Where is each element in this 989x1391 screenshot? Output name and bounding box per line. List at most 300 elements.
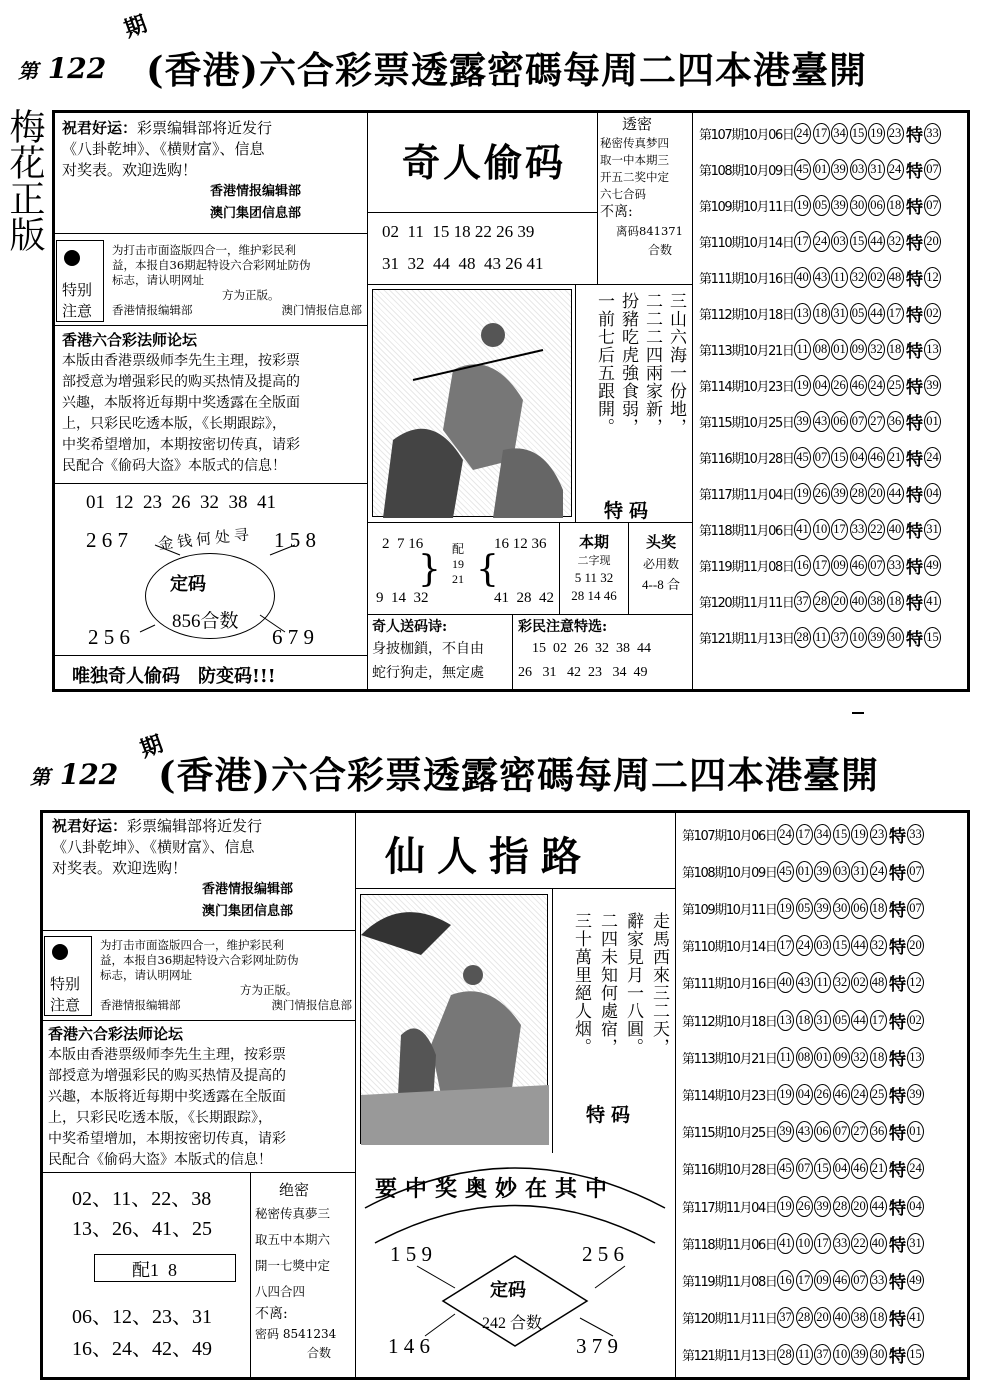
pair-left-top: 2 7 16 bbox=[382, 536, 424, 552]
special-number-ball: 24 bbox=[907, 1158, 924, 1179]
notice-line: 为打击市面盗版四合一，维护彩民利 bbox=[112, 243, 296, 257]
number-ball: 25 bbox=[887, 375, 904, 396]
number-ball: 20 bbox=[851, 1196, 868, 1217]
pei-num: 19 bbox=[452, 557, 464, 571]
number-ball: 32 bbox=[887, 231, 904, 252]
history-row-label: 第107期10月06日 bbox=[682, 828, 777, 844]
notice-text bbox=[112, 243, 362, 318]
divider bbox=[367, 212, 597, 213]
number-ball: 09 bbox=[814, 1270, 831, 1291]
number-ball: 32 bbox=[833, 972, 850, 993]
number-ball: 48 bbox=[887, 267, 904, 288]
number-ball: 04 bbox=[850, 447, 867, 468]
secret-lima: 离码841371 bbox=[616, 224, 683, 238]
history-row bbox=[695, 583, 967, 619]
divider bbox=[40, 1020, 355, 1021]
number-ball: 39 bbox=[831, 159, 848, 180]
benqi-line: 5 11 32 bbox=[574, 570, 614, 585]
secret-heshu: 合数 bbox=[307, 1346, 332, 1360]
secret-line: 秘密传真梦四 bbox=[600, 136, 669, 150]
special-number-ball: 01 bbox=[907, 1121, 924, 1142]
history-row bbox=[678, 1262, 968, 1298]
history-row-label: 第110期10月14日 bbox=[682, 940, 777, 956]
number-ball: 19 bbox=[794, 483, 811, 504]
special-label: 特 bbox=[889, 1049, 906, 1070]
forum-line: 部授意为增强彩民的购买热情及提高的 bbox=[48, 1068, 286, 1084]
number-ball: 24 bbox=[851, 1084, 868, 1105]
number-ball: 15 bbox=[831, 447, 848, 468]
history-row-label: 第116期10月28日 bbox=[682, 1163, 777, 1179]
number-ball: 44 bbox=[851, 1010, 868, 1031]
number-ball: 28 bbox=[796, 1307, 813, 1328]
poem-top bbox=[583, 292, 687, 472]
number-ball: 26 bbox=[796, 1196, 813, 1217]
number-ball: 18 bbox=[887, 339, 904, 360]
special-label: 特 bbox=[906, 197, 923, 218]
tema-label-top: 特码 bbox=[604, 500, 655, 522]
number-ball: 46 bbox=[850, 555, 867, 576]
special-number-ball: 04 bbox=[907, 1196, 924, 1217]
special-label: 特 bbox=[889, 1012, 906, 1033]
bomb-icon bbox=[64, 250, 80, 266]
benqi-sub: 二字现 bbox=[577, 554, 611, 567]
col-divider bbox=[575, 284, 576, 522]
notice-line: 为打击市面盗版四合一，维护彩民利 bbox=[100, 938, 284, 952]
special-label: 特 bbox=[906, 485, 923, 506]
number-ball: 34 bbox=[814, 824, 831, 845]
number-ball: 43 bbox=[796, 972, 813, 993]
history-row-label: 第111期10月16日 bbox=[699, 271, 794, 287]
secret-line: 秘密传真夢三 bbox=[255, 1206, 331, 1221]
history-row-label: 第108期10月09日 bbox=[699, 163, 794, 179]
page-banner-bottom: (香港)六合彩票透露密碼每周二四本港臺開 bbox=[158, 753, 880, 797]
number-ball: 11 bbox=[796, 1344, 813, 1365]
special-label: 特 bbox=[889, 826, 906, 847]
forum-line: 兴趣，本版将近每期中奖透露在全版面 bbox=[48, 1089, 286, 1105]
pair-right-top: 16 12 36 bbox=[494, 536, 547, 552]
number-ball: 46 bbox=[850, 375, 867, 396]
special-number-ball: 12 bbox=[907, 972, 924, 993]
number-ball: 40 bbox=[870, 1233, 887, 1254]
number-ball: 39 bbox=[777, 1121, 794, 1142]
history-row-label: 第113期10月21日 bbox=[682, 1051, 777, 1067]
greeting-line: 《八卦乾坤》、《横财富》、信息 bbox=[62, 140, 265, 158]
secret-line: 开五二奖中定 bbox=[600, 170, 669, 184]
number-ball: 33 bbox=[850, 519, 867, 540]
numbers-2: 13、26、41、25 bbox=[72, 1218, 212, 1240]
number-ball: 10 bbox=[833, 1344, 850, 1365]
number-ball: 46 bbox=[833, 1270, 850, 1291]
code-line-2: 31 32 44 48 43 26 41 bbox=[382, 254, 544, 273]
secret-buli: 不离: bbox=[255, 1306, 288, 1322]
divider bbox=[367, 522, 692, 523]
number-ball: 05 bbox=[813, 195, 830, 216]
secret-line: 取一中本期三 bbox=[600, 153, 669, 167]
number-ball: 17 bbox=[777, 935, 794, 956]
divider bbox=[52, 483, 367, 484]
number-ball: 01 bbox=[814, 1047, 831, 1068]
number-ball: 43 bbox=[813, 267, 830, 288]
arc-text: 金钱何处寻 bbox=[157, 525, 254, 553]
number-ball: 07 bbox=[813, 447, 830, 468]
number-ball: 31 bbox=[831, 303, 848, 324]
notice-label-1: 特别 bbox=[50, 975, 81, 993]
side-label: 梅花正版 bbox=[4, 108, 45, 252]
history-row bbox=[678, 816, 968, 852]
notice-label bbox=[62, 280, 102, 322]
number-ball: 13 bbox=[777, 1010, 794, 1031]
history-row bbox=[678, 1002, 968, 1038]
pair-right-bottom: 41 28 42 bbox=[494, 590, 554, 606]
caimin-box bbox=[518, 618, 690, 685]
special-label: 特 bbox=[889, 938, 906, 959]
forum-line: 中奖希望增加，本期按密切传真，请彩 bbox=[48, 1131, 286, 1147]
greeting-sign: 香港情报编辑部 bbox=[202, 882, 294, 897]
secret-heshu: 合数 bbox=[648, 243, 673, 257]
number-ball: 23 bbox=[870, 824, 887, 845]
number-ball: 04 bbox=[796, 1084, 813, 1105]
divider bbox=[367, 614, 692, 615]
secret-title: 绝密 bbox=[279, 1181, 310, 1199]
notice-signs bbox=[112, 303, 362, 318]
poem-col: 扮豬吃虎強食弱， bbox=[618, 292, 638, 436]
number-ball: 40 bbox=[833, 1307, 850, 1328]
special-number-ball: 20 bbox=[924, 231, 941, 252]
number-ball: 17 bbox=[870, 1010, 887, 1031]
divider bbox=[52, 325, 367, 326]
number-ball: 39 bbox=[868, 627, 885, 648]
dingma-label-bottom: 定码 bbox=[490, 1280, 526, 1301]
number-ball: 44 bbox=[868, 303, 885, 324]
notice-sign: 澳门情报信息部 bbox=[271, 998, 352, 1012]
forum-line: 本版由香港票级师李先生主理，按彩票 bbox=[48, 1047, 286, 1063]
special-label: 特 bbox=[889, 1198, 906, 1219]
special-label: 特 bbox=[906, 125, 923, 146]
poem-col: 走馬西來三二天， bbox=[649, 912, 669, 1056]
notice-signs bbox=[100, 998, 352, 1013]
caimin-line: 26 31 42 23 34 49 bbox=[518, 665, 648, 680]
number-ball: 17 bbox=[796, 1270, 813, 1291]
divider bbox=[52, 233, 367, 234]
divider bbox=[367, 284, 692, 285]
special-number-ball: 13 bbox=[907, 1047, 924, 1068]
history-row bbox=[695, 619, 967, 655]
number-ball: 24 bbox=[887, 159, 904, 180]
history-row-label: 第118期11月06日 bbox=[682, 1237, 777, 1253]
number-ball: 30 bbox=[850, 195, 867, 216]
issue-number-value: 122 bbox=[59, 758, 119, 791]
number-ball: 26 bbox=[814, 1084, 831, 1105]
number-ball: 17 bbox=[813, 123, 830, 144]
history-row-label: 第111期10月16日 bbox=[682, 977, 777, 993]
history-row bbox=[695, 511, 967, 547]
number-ball: 30 bbox=[833, 898, 850, 919]
number-ball: 11 bbox=[777, 1047, 794, 1068]
number-ball: 26 bbox=[813, 483, 830, 504]
special-number-ball: 04 bbox=[924, 483, 941, 504]
number-ball: 07 bbox=[851, 1270, 868, 1291]
secret-line: 開一七獎中定 bbox=[255, 1258, 331, 1273]
history-row bbox=[678, 965, 968, 1001]
col-divider bbox=[559, 522, 560, 614]
col-divider bbox=[675, 810, 676, 1380]
number-ball: 11 bbox=[814, 972, 831, 993]
number-ball: 48 bbox=[870, 972, 887, 993]
number-ball: 44 bbox=[870, 1196, 887, 1217]
special-label: 特 bbox=[906, 341, 923, 362]
history-row-label: 第109期10月11日 bbox=[699, 199, 794, 215]
number-ball: 18 bbox=[870, 1307, 887, 1328]
number-ball: 43 bbox=[813, 411, 830, 432]
code-line-1: 02 11 15 18 22 26 39 bbox=[382, 222, 535, 241]
pei-label-bottom: 配1 8 bbox=[132, 1260, 177, 1280]
number-ball: 20 bbox=[814, 1307, 831, 1328]
history-row bbox=[678, 1151, 968, 1187]
number-ball: 05 bbox=[796, 898, 813, 919]
number-ball: 18 bbox=[870, 898, 887, 919]
history-row-label: 第114期10月23日 bbox=[699, 379, 794, 395]
history-row bbox=[695, 223, 967, 259]
history-row bbox=[678, 853, 968, 889]
number-ball: 01 bbox=[813, 159, 830, 180]
greeting-section bbox=[62, 118, 360, 223]
history-row bbox=[678, 1225, 968, 1261]
number-ball: 07 bbox=[796, 1158, 813, 1179]
caimin-line: 15 02 26 32 38 44 bbox=[532, 641, 651, 656]
number-ball: 32 bbox=[868, 339, 885, 360]
number-ball: 33 bbox=[833, 1233, 850, 1254]
history-row bbox=[695, 331, 967, 367]
number-ball: 24 bbox=[794, 123, 811, 144]
number-ball: 39 bbox=[831, 483, 848, 504]
number-ball: 28 bbox=[777, 1344, 794, 1365]
number-ball: 41 bbox=[777, 1233, 794, 1254]
history-row bbox=[678, 1114, 968, 1150]
number-ball: 10 bbox=[850, 627, 867, 648]
greeting-sign: 香港情报编辑部 bbox=[210, 184, 302, 199]
caimin-title: 彩民注意特选: bbox=[518, 619, 608, 635]
number-ball: 37 bbox=[831, 627, 848, 648]
number-ball: 38 bbox=[868, 591, 885, 612]
number-ball: 17 bbox=[796, 824, 813, 845]
number-ball: 08 bbox=[796, 1047, 813, 1068]
greeting-line: 彩票编辑部将近发行 bbox=[137, 119, 273, 137]
history-row-label: 第112期10月18日 bbox=[699, 307, 794, 323]
history-row bbox=[695, 547, 967, 583]
number-ball: 28 bbox=[833, 1196, 850, 1217]
secret-line: 取五中本期六 bbox=[255, 1232, 331, 1247]
history-row-label: 第117期11月04日 bbox=[699, 487, 794, 503]
digits-159: 1 5 9 bbox=[390, 1242, 432, 1266]
number-ball: 33 bbox=[870, 1270, 887, 1291]
number-ball: 43 bbox=[796, 1121, 813, 1142]
number-ball: 19 bbox=[777, 1196, 794, 1217]
forum-line: 民配合《偷码大盗》本版式的信息！ bbox=[48, 1152, 272, 1168]
digits-146: 1 4 6 bbox=[388, 1334, 430, 1358]
special-number-ball: 24 bbox=[924, 447, 941, 468]
special-number-ball: 07 bbox=[924, 159, 941, 180]
number-ball: 04 bbox=[813, 375, 830, 396]
title-box-top: 奇人偷码 bbox=[402, 140, 567, 185]
notice-label bbox=[50, 974, 90, 1016]
special-number-ball: 49 bbox=[907, 1270, 924, 1291]
pei-box bbox=[448, 542, 468, 587]
history-row-label: 第121期11月13日 bbox=[682, 1349, 777, 1365]
number-ball: 23 bbox=[887, 123, 904, 144]
songma-line: 身披枷鎖，不自由 bbox=[372, 641, 484, 657]
number-ball: 09 bbox=[831, 555, 848, 576]
number-ball: 40 bbox=[794, 267, 811, 288]
number-ball: 19 bbox=[777, 1084, 794, 1105]
special-label: 特 bbox=[889, 900, 906, 921]
number-ball: 06 bbox=[831, 411, 848, 432]
history-row bbox=[695, 151, 967, 187]
history-row bbox=[678, 1188, 968, 1224]
forum-line: 本版由香港票级师李先生主理，按彩票 bbox=[62, 353, 300, 369]
number-ball: 36 bbox=[870, 1121, 887, 1142]
history-row-label: 第108期10月09日 bbox=[682, 865, 777, 881]
history-row bbox=[695, 187, 967, 223]
special-label: 特 bbox=[889, 863, 906, 884]
poem-col: 三山六海一份地， bbox=[666, 292, 686, 436]
number-ball: 07 bbox=[868, 555, 885, 576]
number-ball: 19 bbox=[851, 824, 868, 845]
number-ball: 39 bbox=[794, 411, 811, 432]
history-row-label: 第119期11月08日 bbox=[699, 559, 794, 575]
number-ball: 03 bbox=[850, 159, 867, 180]
number-ball: 11 bbox=[813, 627, 830, 648]
number-ball: 27 bbox=[868, 411, 885, 432]
number-ball: 28 bbox=[850, 483, 867, 504]
notice-line: 益，本报自36期起特设六合彩网址防伪 bbox=[100, 953, 299, 967]
notice-right: 方为正版。 bbox=[240, 983, 298, 997]
number-ball: 21 bbox=[887, 447, 904, 468]
special-label: 特 bbox=[906, 377, 923, 398]
number-ball: 30 bbox=[887, 627, 904, 648]
pei-label: 配 bbox=[451, 542, 464, 556]
history-row-label: 第118期11月06日 bbox=[699, 523, 794, 539]
history-table-bottom bbox=[678, 814, 968, 1376]
divider bbox=[355, 888, 675, 889]
special-number-ball: 41 bbox=[924, 591, 941, 612]
number-ball: 24 bbox=[777, 824, 794, 845]
notice-label-1: 特别 bbox=[62, 281, 93, 299]
history-row-label: 第109期10月11日 bbox=[682, 902, 777, 918]
col-divider bbox=[552, 888, 553, 1153]
number-ball: 16 bbox=[794, 555, 811, 576]
benqi-box bbox=[563, 532, 625, 605]
number-ball: 03 bbox=[814, 935, 831, 956]
horseman-illustration bbox=[360, 894, 548, 1144]
history-row-label: 第107期10月06日 bbox=[699, 127, 794, 143]
notice-right: 方为正版。 bbox=[222, 288, 280, 302]
number-ball: 40 bbox=[777, 972, 794, 993]
numbers-4: 16、24、42、49 bbox=[72, 1338, 212, 1360]
numbers-1: 02、11、22、38 bbox=[72, 1188, 212, 1210]
number-ball: 05 bbox=[833, 1010, 850, 1031]
period-char-bottom: 期 bbox=[136, 730, 167, 763]
greeting-sign: 澳门集团信息部 bbox=[210, 206, 302, 221]
special-label: 特 bbox=[889, 1086, 906, 1107]
greeting-line: 对奖表。欢迎选购！ bbox=[62, 161, 198, 179]
number-ball: 32 bbox=[851, 1047, 868, 1068]
number-ball: 20 bbox=[831, 591, 848, 612]
number-ball: 27 bbox=[851, 1121, 868, 1142]
special-label: 特 bbox=[889, 1161, 906, 1182]
col-divider bbox=[512, 614, 513, 692]
secret-line: 八四合四 bbox=[255, 1284, 306, 1299]
poem-col: 三十萬里絕人烟。 bbox=[571, 912, 591, 1056]
number-ball: 05 bbox=[850, 303, 867, 324]
poem-col: 二二二四兩家新， bbox=[642, 292, 662, 436]
number-ball: 17 bbox=[831, 519, 848, 540]
number-ball: 15 bbox=[850, 231, 867, 252]
number-ball: 24 bbox=[870, 861, 887, 882]
number-ball: 24 bbox=[796, 935, 813, 956]
number-ball: 46 bbox=[868, 447, 885, 468]
special-label: 特 bbox=[889, 1124, 906, 1145]
number-ball: 06 bbox=[814, 1121, 831, 1142]
number-ball: 11 bbox=[831, 267, 848, 288]
numbers-3: 06、12、23、31 bbox=[72, 1306, 212, 1328]
special-number-ball: 01 bbox=[924, 411, 941, 432]
warrior-figure bbox=[373, 290, 573, 518]
number-ball: 07 bbox=[833, 1121, 850, 1142]
title-box-bottom: 仙人指路 bbox=[385, 833, 593, 880]
songma-line: 蛇行狗走，無定處 bbox=[372, 665, 484, 681]
arc-text-bottom: 要中奖奥妙在其中 bbox=[375, 1176, 616, 1202]
poem-col: 辭家見月一八圓。 bbox=[623, 912, 643, 1056]
number-ball: 26 bbox=[831, 375, 848, 396]
special-label: 特 bbox=[906, 269, 923, 290]
digits-bottom-left: 2 5 6 bbox=[88, 625, 130, 649]
forum-section-bottom bbox=[48, 1024, 353, 1171]
history-row bbox=[678, 928, 968, 964]
number-ball: 45 bbox=[794, 447, 811, 468]
number-ball: 22 bbox=[851, 1233, 868, 1254]
number-ball: 17 bbox=[887, 303, 904, 324]
warrior-illustration bbox=[372, 289, 572, 517]
forum-line: 部授意为增强彩民的购买热情及提高的 bbox=[62, 374, 300, 390]
special-number-ball: 15 bbox=[924, 627, 941, 648]
special-number-ball: 07 bbox=[907, 898, 924, 919]
divider bbox=[52, 655, 367, 656]
secret-box-bottom bbox=[255, 1180, 350, 1362]
divider bbox=[40, 1172, 355, 1173]
arrow-lines bbox=[60, 520, 360, 660]
forum-line: 上，只彩民吃透本版，《长期跟踪》， bbox=[48, 1110, 272, 1126]
issue-number-bottom: 第 122 bbox=[30, 758, 119, 791]
toujiang-sub: 必用数 bbox=[642, 557, 679, 571]
notice-sign: 香港情报编辑部 bbox=[112, 303, 193, 317]
number-ball: 31 bbox=[851, 861, 868, 882]
benqi-title: 本期 bbox=[578, 533, 609, 551]
history-row-label: 第121期11月13日 bbox=[699, 631, 794, 647]
number-ball: 24 bbox=[868, 375, 885, 396]
number-ball: 41 bbox=[794, 519, 811, 540]
special-number-ball: 02 bbox=[924, 303, 941, 324]
number-ball: 17 bbox=[794, 231, 811, 252]
special-number-ball: 33 bbox=[907, 824, 924, 845]
notice-sign: 香港情报编辑部 bbox=[100, 998, 181, 1012]
number-ball: 45 bbox=[777, 1158, 794, 1179]
number-ball: 15 bbox=[814, 1158, 831, 1179]
number-ball: 39 bbox=[814, 898, 831, 919]
number-ball: 18 bbox=[870, 1047, 887, 1068]
number-ball: 39 bbox=[851, 1344, 868, 1365]
number-ball: 44 bbox=[887, 483, 904, 504]
special-number-ball: 31 bbox=[924, 519, 941, 540]
